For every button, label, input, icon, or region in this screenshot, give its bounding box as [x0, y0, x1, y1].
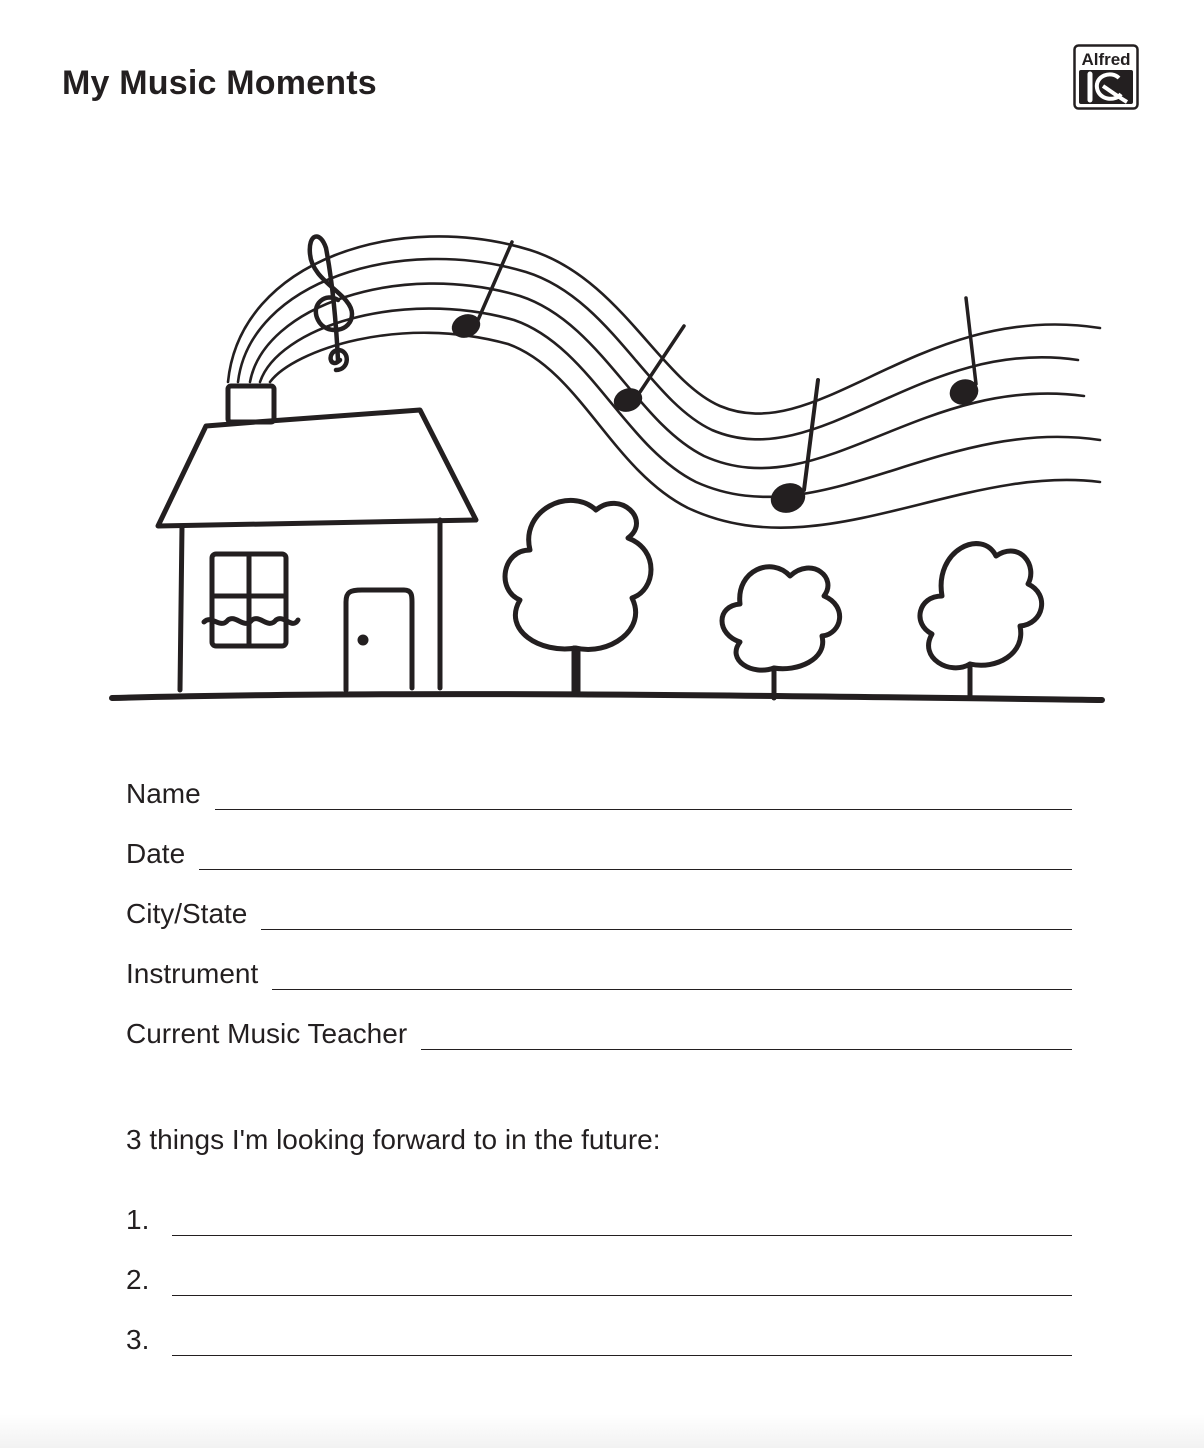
future-item-1[interactable] — [126, 1196, 1072, 1236]
future-item-input-line[interactable] — [172, 1294, 1072, 1296]
future-item-2[interactable] — [126, 1256, 1072, 1296]
name-field[interactable] — [126, 770, 1072, 810]
future-item-input-line[interactable] — [172, 1354, 1072, 1356]
name-label: Name — [126, 778, 201, 809]
instrument-field[interactable] — [126, 950, 1072, 990]
name-input-line[interactable] — [215, 808, 1072, 810]
music-house-illustration — [100, 220, 1110, 720]
date-field[interactable] — [126, 830, 1072, 870]
instrument-input-line[interactable] — [272, 988, 1072, 990]
future-item-3[interactable] — [126, 1316, 1072, 1356]
eighth-note-icon — [449, 242, 981, 517]
date-input-line[interactable] — [199, 868, 1072, 870]
house-icon — [158, 386, 476, 690]
page-title: My Music Moments — [62, 64, 377, 102]
teacher-field[interactable] — [126, 1010, 1072, 1050]
date-label: Date — [126, 838, 186, 869]
teacher-label: Current Music Teacher — [126, 1018, 408, 1049]
instrument-label: Instrument — [126, 958, 259, 989]
future-item-number: 3. — [126, 1324, 150, 1355]
city-state-label: City/State — [126, 898, 248, 929]
future-item-number: 2. — [126, 1264, 150, 1295]
city-state-input-line[interactable] — [261, 928, 1072, 930]
future-prompt: 3 things I'm looking forward to in the future: — [126, 1124, 661, 1155]
tree-icon — [505, 500, 1042, 698]
page-bottom-shade — [0, 1414, 1204, 1448]
logo-text: Alfred — [1081, 50, 1131, 69]
teacher-input-line[interactable] — [421, 1048, 1072, 1050]
alfred-logo-icon — [1073, 44, 1139, 110]
future-item-number: 1. — [126, 1204, 150, 1235]
future-item-input-line[interactable] — [172, 1234, 1072, 1236]
city-state-field[interactable] — [126, 890, 1072, 930]
